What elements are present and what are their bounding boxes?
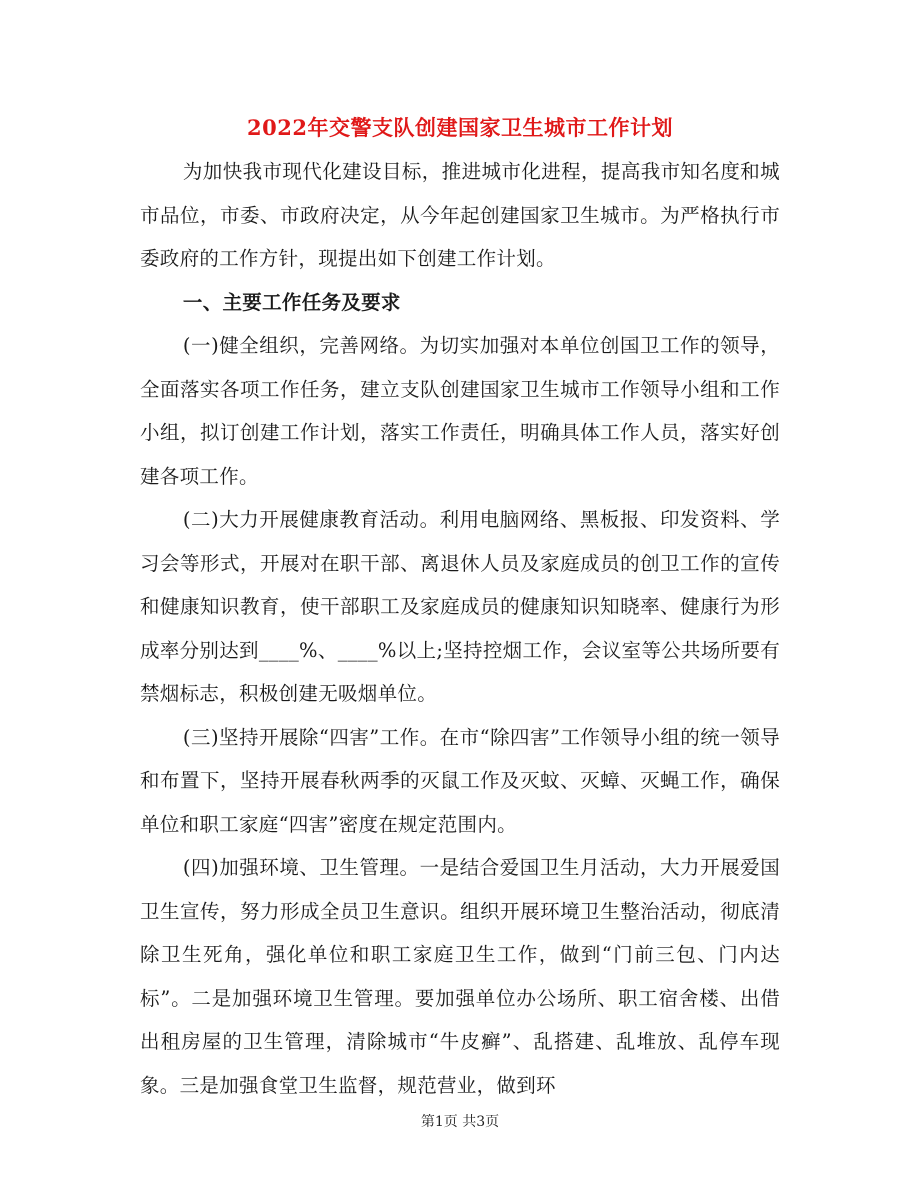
document-title: 2022年交警支队创建国家卫生城市工作计划: [247, 115, 673, 140]
paragraph-item-3: (三)坚持开展除“四害”工作。在市“除四害”工作领导小组的统一领导和布置下，坚持开展春秋两季的灭鼠工作及灭蚊、灭蟑、灭蝇工作，确保单位和职工家庭“四害”密度在规定范围内。: [140, 725, 780, 836]
section-heading: 一、主要工作任务及要求: [182, 290, 401, 314]
paragraph-item-2: (二)大力开展健康教育活动。利用电脑网络、黑板报、印发资料、学习会等形式，开展对在职干部、离退休人员及家庭成员的创卫工作的宣传和健康知识教育，使干部职工及家庭成员的健康知识知晓率、健康行为形成率分别达到____%、____%以上;坚持控烟工作，会议室等公共场所要有禁烟标志，积极创建无吸烟单位。: [140, 508, 780, 705]
document-body: [140, 150, 780, 1107]
paragraph-item-1: (一)健全组织，完善网络。为切实加强对本单位创国卫工作的领导，全面落实各项工作任务，建立支队创建国家卫生城市工作领导小组和工作小组，拟订创建工作计划，落实工作责任，明确具体工作人员，落实好创建各项工作。: [140, 334, 780, 488]
page-number: 第1页 共3页: [420, 1114, 500, 1130]
paragraph-item-4: (四)加强环境、卫生管理。一是结合爱国卫生月活动，大力开展爱国卫生宣传，努力形成全员卫生意识。组织开展环境卫生整治活动，彻底清除卫生死角，强化单位和职工家庭卫生工作，做到“门前三包、门内达标”。二是加强环境卫生管理。要加强单位办公场所、职工宿舍楼、出借出租房屋的卫生管理，清除城市“牛皮癣”、乱搭建、乱堆放、乱停车现象。三是加强食堂卫生监督，规范营业，做到环: [140, 856, 780, 1097]
paragraph-intro: 为加快我市现代化建设目标，推进城市化进程，提高我市知名度和城市品位，市委、市政府决定，从今年起创建国家卫生城市。为严格执行市委政府的工作方针，现提出如下创建工作计划。: [140, 160, 780, 270]
